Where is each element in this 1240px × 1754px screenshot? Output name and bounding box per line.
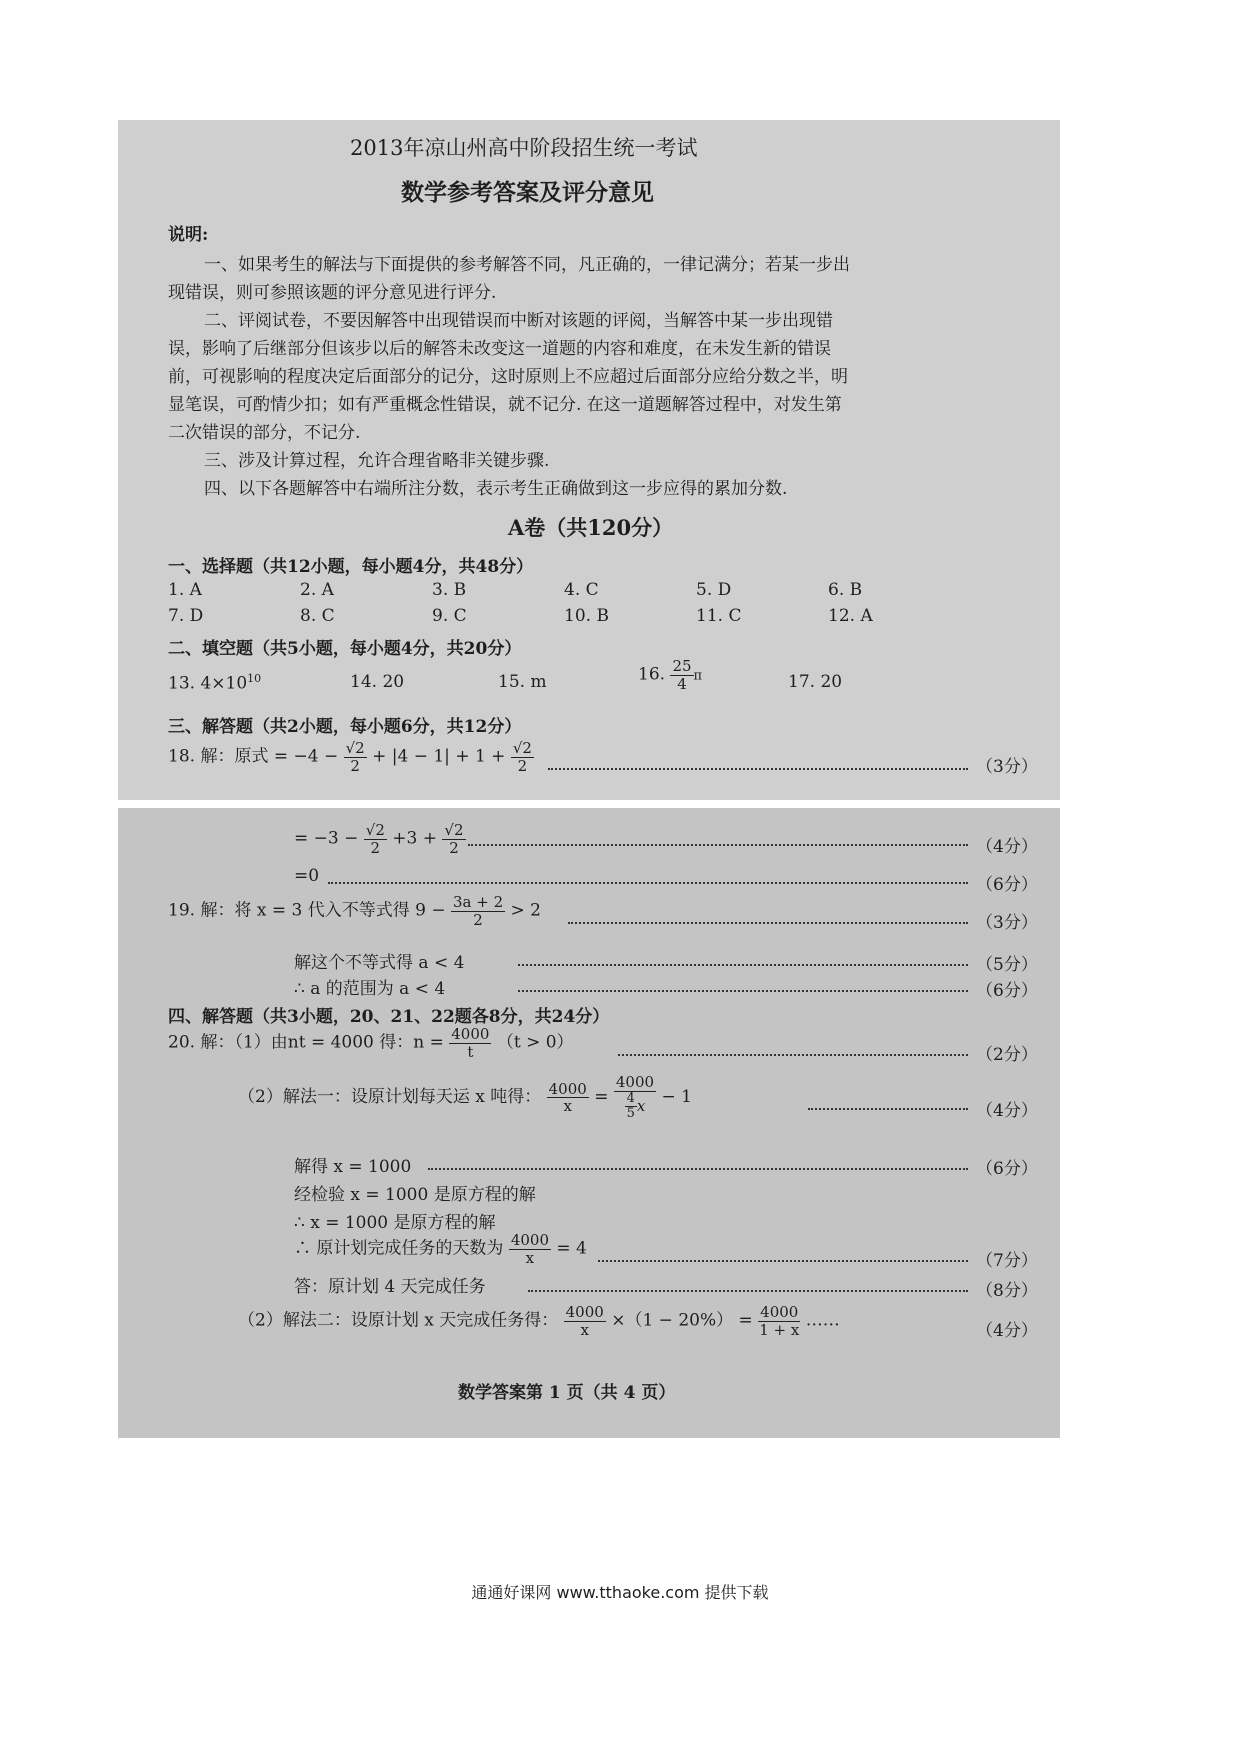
- q20-lead: 20. 解：（1）由nt = 4000 得：n =: [168, 1032, 444, 1053]
- denominator: 2: [350, 756, 360, 775]
- choice-answer: 5. D: [696, 580, 732, 600]
- score-mark: （6分）: [976, 875, 1038, 895]
- numerator: 25: [672, 657, 692, 675]
- fraction: [509, 1232, 551, 1266]
- denominator: t: [467, 1042, 474, 1061]
- q18-line-2: [294, 822, 466, 856]
- days-tail: = 4: [556, 1238, 587, 1259]
- note-2d: 显笔误，可酌情少扣；如有严重概念性错误，就不记分. 在这一道题解答过程中，对发生第: [168, 395, 842, 415]
- fraction: [449, 1026, 491, 1060]
- numerator: √2: [365, 821, 385, 839]
- q18-l2-mid: +3 +: [392, 828, 437, 849]
- leader-dots: [528, 1290, 968, 1292]
- score-mark: （5分）: [976, 955, 1038, 975]
- note-4: 四、以下各题解答中右端所注分数，表示考生正确做到这一步应得的累加分数.: [204, 479, 788, 499]
- score-mark: （3分）: [976, 757, 1038, 777]
- numerator: 4000: [510, 1231, 549, 1249]
- score-mark: （7分）: [976, 1251, 1038, 1271]
- section-2-heading: 二、填空题（共5小题，每小题4分，共20分）: [168, 639, 522, 659]
- numerator: 4000: [565, 1303, 604, 1321]
- note-3: 三、涉及计算过程，允许合理省略非关键步骤.: [204, 451, 550, 471]
- choice-answer: 11. C: [696, 606, 742, 626]
- choice-answer: 4. C: [564, 580, 599, 600]
- fill-answer-15: 15. m: [498, 672, 547, 692]
- denominator: 5: [626, 1105, 635, 1121]
- exam-title: 2013年凉山州高中阶段招生统一考试: [350, 136, 698, 160]
- notes-heading: 说明:: [168, 225, 209, 245]
- method2-dots: ……: [805, 1310, 840, 1331]
- denominator: x: [563, 1097, 572, 1116]
- leader-dots: [598, 1260, 968, 1262]
- leader-dots: [548, 768, 968, 770]
- note-2a: 二、评阅试卷，不要因解答中出现错误而中断对该题的评阅，当解答中某一步出现错: [204, 311, 833, 331]
- score-mark: （4分）: [976, 837, 1038, 857]
- leader-dots: [428, 1168, 968, 1170]
- score-mark: （4分）: [976, 1321, 1038, 1341]
- days-lead: ∴ 原计划完成任务的天数为: [294, 1238, 504, 1259]
- score-mark: （6分）: [976, 981, 1038, 1001]
- fill-answer-13-base: 13. 4×10: [168, 673, 248, 694]
- scan-photo-bottom: [118, 808, 1060, 1438]
- score-mark: （6分）: [976, 1159, 1038, 1179]
- leader-dots: [518, 964, 968, 966]
- score-mark: （8分）: [976, 1281, 1038, 1301]
- note-2b: 误，影响了后继部分但该步以后的解答未改变这一道题的内容和难度，在未发生新的错误: [168, 339, 831, 359]
- section-1-heading: 一、选择题（共12小题，每小题4分，共48分）: [168, 557, 534, 577]
- q19-tail: > 2: [510, 900, 541, 921]
- scan-photo-top: [118, 120, 1060, 800]
- fraction: [547, 1081, 589, 1115]
- leader-dots: [568, 922, 968, 924]
- denominator: 2: [517, 756, 528, 775]
- section-4-heading: 四、解答题（共3小题，20、21、22题各8分，共24分）: [168, 1007, 610, 1027]
- numerator: 4000: [760, 1303, 799, 1321]
- fill-answer-13: [168, 672, 261, 694]
- leader-dots: [618, 1054, 968, 1056]
- q19-line-3: ∴ a 的范围为 a < 4: [294, 979, 446, 999]
- denominator: [625, 1092, 646, 1122]
- choice-answer: 8. C: [300, 606, 335, 626]
- q19-line-2: 解这个不等式得 a < 4: [294, 953, 465, 973]
- q20-method1-line-1: [238, 1074, 692, 1121]
- fill-answer-16-label: 16.: [638, 664, 666, 685]
- numerator: √2: [512, 739, 532, 757]
- page-footer: 数学答案第 1 页（共 4 页）: [458, 1383, 676, 1403]
- choice-answer: 2. A: [300, 580, 334, 600]
- numerator: 4000: [615, 1073, 655, 1091]
- choice-answer: 12. A: [828, 606, 873, 626]
- denominator: 1 + x: [759, 1320, 800, 1339]
- note-2c: 前，可视影响的程度决定后面部分的记分，这时原则上不应超过后面部分应给分数之半，明: [168, 367, 848, 387]
- pi-symbol: π: [693, 668, 703, 684]
- q20-method1-line-3: 经检验 x = 1000 是原方程的解: [294, 1185, 536, 1205]
- fraction: [451, 894, 505, 928]
- fraction: [625, 1092, 637, 1122]
- choice-answer: 1. A: [168, 580, 202, 600]
- denominator: 2: [473, 910, 483, 929]
- q20-method1-line-6: 答：原计划 4 天完成任务: [294, 1277, 486, 1297]
- denominator: x: [580, 1320, 589, 1339]
- leader-dots: [328, 882, 968, 884]
- numerator: 4000: [548, 1079, 587, 1098]
- fill-answer-14: 14. 20: [350, 672, 405, 692]
- choice-answer: 7. D: [168, 606, 204, 626]
- q18-lead: 18. 解：原式 = −4 −: [168, 746, 339, 767]
- fraction: [614, 1074, 656, 1121]
- photo-gap: [118, 800, 1060, 808]
- fraction: [758, 1304, 800, 1338]
- q20-method1-line-5: [294, 1232, 587, 1266]
- fraction: [511, 740, 534, 774]
- denominator: 2: [449, 838, 459, 857]
- fill-answer-16: [638, 658, 702, 692]
- q20-line-1: [168, 1026, 574, 1060]
- fraction: [344, 740, 367, 774]
- numerator: 4000: [451, 1025, 490, 1043]
- q20-condition: （t > 0）: [496, 1032, 574, 1053]
- volume-a-heading: A卷（共120分）: [508, 515, 674, 540]
- score-mark: （2分）: [976, 1045, 1038, 1065]
- q19-line-1: [168, 894, 541, 928]
- q18-line-3: =0: [294, 866, 320, 886]
- method2-mid: ×（1 − 20%） =: [611, 1310, 753, 1331]
- note-1b: 现错误，则可参照该题的评分意见进行评分.: [168, 283, 497, 303]
- q20-method1-line-4: ∴ x = 1000 是原方程的解: [294, 1213, 496, 1233]
- score-mark: （3分）: [976, 913, 1038, 933]
- denominator: x: [525, 1248, 535, 1267]
- note-1a: 一、如果考生的解法与下面提供的参考解答不同，凡正确的，一律记满分；若某一步出: [204, 255, 850, 275]
- numerator: 4: [626, 1090, 635, 1106]
- denominator: 2: [370, 838, 381, 857]
- fill-answer-17: 17. 20: [788, 672, 843, 692]
- choice-answer: 3. B: [432, 580, 467, 600]
- method1-lead: （2）解法一：设原计划每天运 x 吨得：: [238, 1087, 542, 1108]
- fraction: [364, 822, 387, 856]
- answer-title: 数学参考答案及评分意见: [401, 179, 654, 206]
- q20-method2-line-1: [238, 1304, 840, 1338]
- fraction: [442, 822, 465, 856]
- variable-x: x: [636, 1096, 646, 1115]
- leader-dots: [808, 1108, 968, 1110]
- fraction: [564, 1304, 606, 1338]
- minus-one: − 1: [661, 1087, 692, 1108]
- section-3-heading: 三、解答题（共2小题，每小题6分，共12分）: [168, 717, 522, 737]
- method2-lead: （2）解法二：设原计划 x 天完成任务得：: [238, 1310, 559, 1331]
- choice-answer: 6. B: [828, 580, 863, 600]
- download-footer: 通通好课网 www.tthaoke.com 提供下载: [471, 1583, 769, 1602]
- score-mark: （4分）: [976, 1101, 1038, 1121]
- leader-dots: [468, 844, 968, 846]
- q18-mid: + |4 − 1| + 1 +: [372, 746, 506, 767]
- q19-lead: 19. 解：将 x = 3 代入不等式得 9 −: [168, 900, 446, 921]
- fraction: [670, 658, 693, 692]
- q18-line-1: [168, 740, 534, 774]
- numerator: 3a + 2: [452, 893, 504, 911]
- denominator: 4: [677, 674, 687, 693]
- numerator: √2: [345, 739, 365, 757]
- q20-method1-line-2: 解得 x = 1000: [294, 1157, 412, 1177]
- choice-answer: 9. C: [432, 606, 467, 626]
- equals-sign: =: [594, 1087, 609, 1108]
- note-2e: 二次错误的部分，不记分.: [168, 423, 361, 443]
- leader-dots: [518, 990, 968, 992]
- numerator: √2: [444, 821, 464, 839]
- choice-answer: 10. B: [564, 606, 609, 626]
- fill-answer-13-exponent: 10: [247, 672, 262, 685]
- q18-l2-lead: = −3 −: [294, 828, 359, 849]
